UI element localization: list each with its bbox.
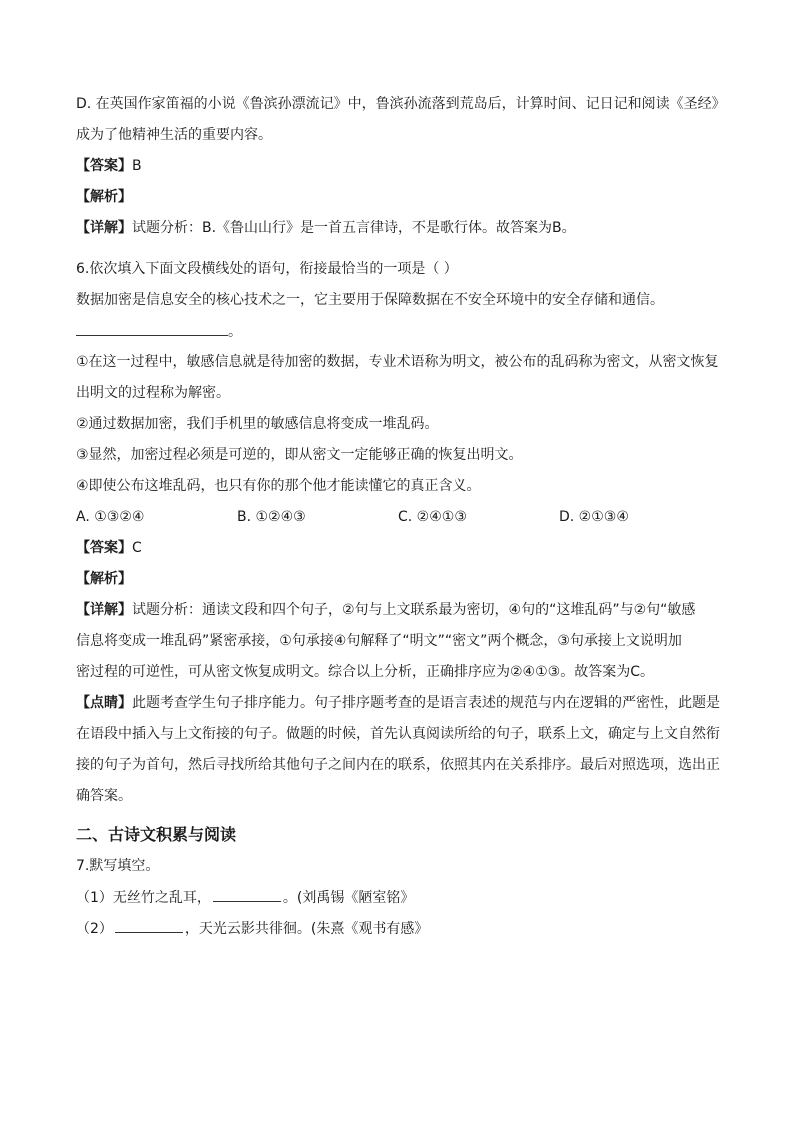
q6-point-line1	[76, 693, 726, 713]
item1-pre: （1）无丝竹之乱耳，	[76, 890, 211, 906]
document-page	[76, 94, 726, 949]
option-d: D. ②①③④	[559, 509, 629, 525]
option-a: A. ①③②④	[76, 509, 145, 525]
q6-blank-line	[76, 321, 726, 341]
section-heading: 二、古诗文积累与阅读	[76, 825, 237, 844]
q6-sentence-3: ③显然，加密过程必须是可逆的，即从密文一定能够正确的恢复出明文。	[76, 447, 523, 463]
q7-item-1	[76, 887, 726, 907]
blank-end: 。	[228, 324, 242, 340]
q5-answer	[76, 156, 726, 176]
q6-analysis	[76, 569, 726, 589]
analysis-tag: 【解析】	[76, 189, 132, 205]
answer-value: B	[132, 158, 142, 174]
answer-value: C	[132, 540, 142, 556]
q6-passage: 数据加密是信息安全的核心技术之一，它主要用于保障数据在不安全环境中的安全存储和通信。	[76, 292, 664, 308]
q6-point-line2: 在语段中插入与上文衔接的句子。做题的时候，首先认真阅读所给的句子，联系上文，确定与上文自然衔	[76, 726, 720, 742]
detail-tag: 【详解】	[76, 220, 132, 236]
q6-detail-line2: 信息将变成一堆乱码”紧密承接，①句承接④句解释了“明文”“密文”两个概念，③句承接上文说明加	[76, 633, 682, 649]
q6-point-line4: 确答案。	[76, 788, 132, 804]
fill-blank	[115, 918, 183, 933]
detail-text: 试题分析：B.《鲁山山行》是一首五言律诗，不是歌行体。故答案为B。	[132, 220, 576, 236]
q5-option-d-line2: 成为了他精神生活的重要内容。	[76, 127, 272, 143]
q6-detail-line3: 密过程的可逆性，可从密文恢复成明文。综合以上分析，正确排序应为②④①③。故答案为C。	[76, 664, 654, 680]
item2-post: ，天光云影共徘徊。(朱熹《观书有感》	[184, 921, 429, 937]
q6-sentence-2: ②通过数据加密，我们手机里的敏感信息将变成一堆乱码。	[76, 416, 439, 432]
point-tag: 【点睛】	[76, 695, 132, 711]
q5-option-d-line1: D. 在英国作家笛福的小说《鲁滨孙漂流记》中，鲁滨孙流落到荒岛后，计算时间、记日记和阅读《圣经》	[76, 96, 726, 112]
option-c: C. ②④①③	[398, 509, 467, 525]
analysis-tag: 【解析】	[76, 571, 132, 587]
point-text: 此题考查学生句子排序能力。句子排序题考查的是语言表述的规范与内在逻辑的严密性，此题是	[132, 695, 720, 711]
q7-item-2	[76, 918, 726, 938]
q6-sentence-1-line1: ①在这一过程中，敏感信息就是待加密的数据，专业术语称为明文，被公布的乱码称为密文，从密文恢复	[76, 354, 719, 370]
q6-stem: 6.依次填入下面文段横线处的语句，衔接最恰当的一项是（ ）	[76, 261, 458, 277]
option-b: B. ①②④③	[237, 509, 306, 525]
item2-pre: （2）	[76, 921, 113, 937]
q6-sentence-1-line2: 出明文的过程称为解密。	[76, 385, 230, 401]
answer-tag: 【答案】	[76, 540, 132, 556]
detail-tag: 【详解】	[76, 602, 132, 618]
fill-blank	[213, 887, 281, 902]
q7-stem: 7.默写填空。	[76, 858, 160, 874]
answer-tag: 【答案】	[76, 158, 132, 174]
q6-detail-line1	[76, 600, 726, 620]
detail-text: 试题分析：通读文段和四个句子，②句与上文联系最为密切，④句的“这堆乱码”与②句“敏感	[132, 602, 696, 618]
fill-blank	[76, 321, 228, 336]
q6-answer	[76, 538, 726, 558]
q6-point-line3: 接的句子为首句，然后寻找所给其他句子之间内在的联系，依照其内在关系排序。最后对照选项，选出正	[76, 757, 720, 773]
q5-detail	[76, 218, 726, 238]
q6-options	[76, 507, 726, 527]
q5-analysis	[76, 187, 726, 207]
item1-post: 。(刘禹锡《陋室铭》	[282, 890, 415, 906]
q6-sentence-4: ④即使公布这堆乱码，也只有你的那个他才能读懂它的真正含义。	[76, 478, 481, 494]
